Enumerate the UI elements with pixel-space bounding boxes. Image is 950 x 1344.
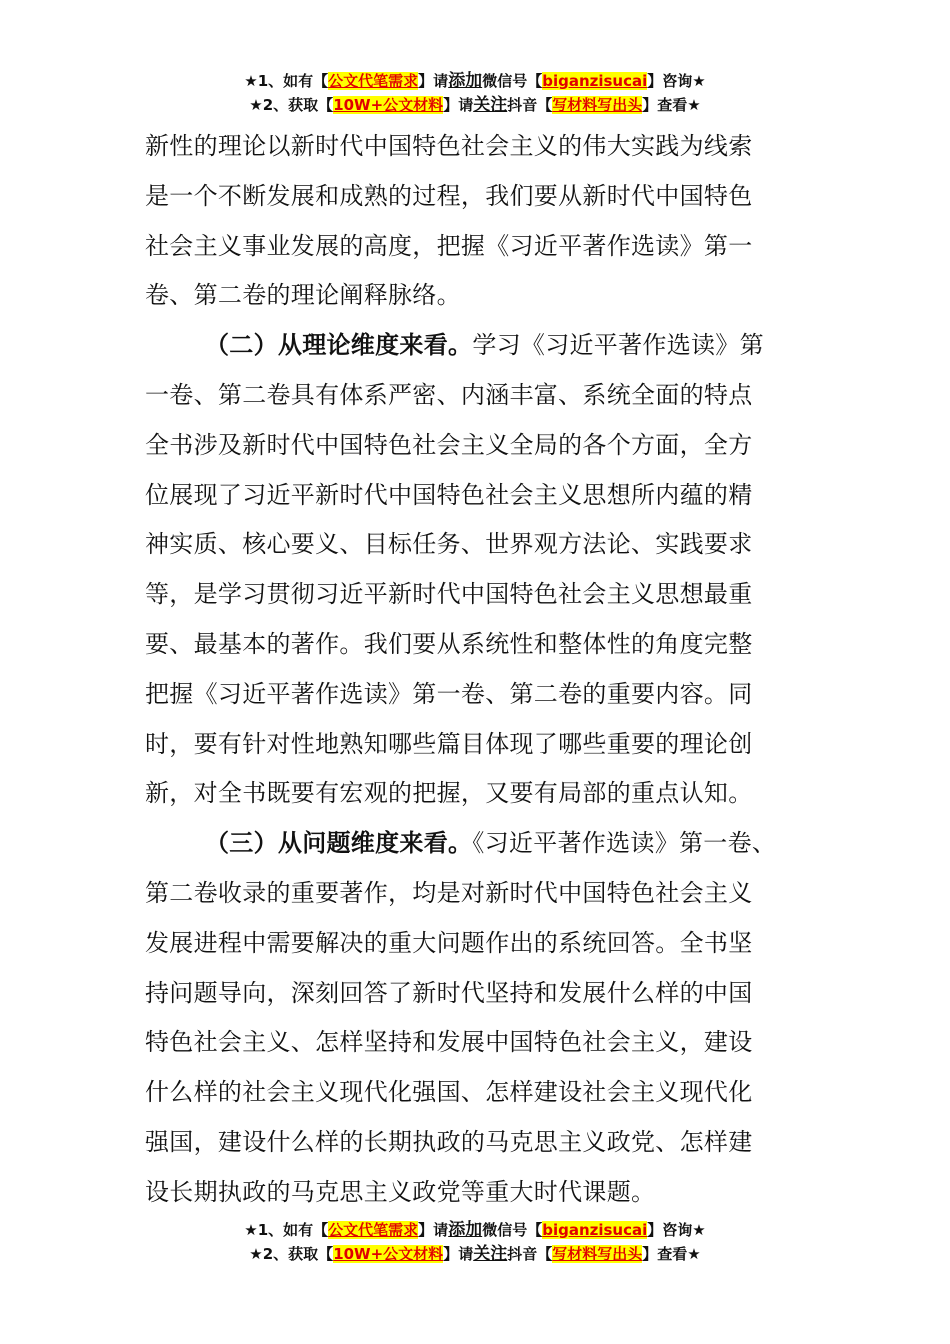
- banner-text: 】请: [418, 72, 449, 90]
- banner-line-2: [0, 93, 950, 117]
- highlight-text: 写材料写出头: [552, 1245, 643, 1263]
- line-text: 新，对全书既要有宏观的把握，又要有局部的重点认知。: [145, 779, 753, 808]
- footer-banner: [0, 1218, 950, 1266]
- line-text: 全书涉及新时代中国特色社会主义全局的各个方面，全方: [145, 430, 753, 459]
- line-text: 卷、第二卷的理论阐释脉络。: [145, 281, 461, 310]
- underlined-text: 添加: [448, 1220, 483, 1240]
- text-line: [145, 570, 825, 620]
- highlight-text: biganzisucai: [542, 72, 648, 90]
- banner-text: ★1、如有【: [244, 72, 329, 90]
- banner-text: 抖音【: [507, 96, 553, 114]
- banner-text: 】请: [443, 96, 474, 114]
- line-text: 特色社会主义、怎样坚持和发展中国特色社会主义，建设: [145, 1028, 753, 1057]
- line-text: 要、最基本的著作。我们要从系统性和整体性的角度完整: [145, 629, 753, 658]
- underlined-text: 添加: [448, 71, 483, 91]
- line-text: 新性的理论以新时代中国特色社会主义的伟大实践为线索: [145, 132, 753, 160]
- banner-text: ★2、获取【: [249, 1245, 334, 1263]
- text-line: [145, 919, 825, 969]
- line-text: 发展进程中需要解决的重大问题作出的系统回答。全书坚: [145, 928, 753, 957]
- banner-line-2: [0, 1242, 950, 1266]
- text-line: [145, 670, 825, 720]
- text-line: [145, 122, 825, 172]
- highlight-text: 公文代笔需求: [328, 1221, 419, 1239]
- line-text: 学习《习近平著作选读》第: [472, 331, 764, 360]
- banner-text: ★2、获取【: [249, 96, 334, 114]
- banner-line-1: [0, 69, 950, 93]
- banner-text: 抖音【: [507, 1245, 553, 1263]
- text-line: [145, 421, 825, 471]
- text-line: [145, 321, 825, 371]
- highlight-text: 写材料写出头: [552, 96, 643, 114]
- highlight-text: 10W+公文材料: [333, 96, 444, 114]
- text-line: [145, 471, 825, 521]
- banner-line-1: [0, 1218, 950, 1242]
- highlight-text: 公文代笔需求: [328, 72, 419, 90]
- line-text: 位展现了习近平新时代中国特色社会主义思想所内蕴的精: [145, 480, 753, 509]
- banner-text: 微信号【: [482, 72, 543, 90]
- text-line: [145, 869, 825, 919]
- text-line: [145, 1018, 825, 1068]
- banner-text: 】查看★: [642, 96, 701, 114]
- line-text: 是一个不断发展和成熟的过程，我们要从新时代中国特色: [145, 181, 753, 210]
- underlined-text: 关注: [473, 95, 508, 115]
- text-line: [145, 1168, 825, 1218]
- text-line: [145, 769, 825, 819]
- document-body: [145, 122, 825, 1218]
- underlined-text: 关注: [473, 1244, 508, 1264]
- banner-text: 微信号【: [482, 1221, 543, 1239]
- highlight-text: biganzisucai: [542, 1221, 648, 1239]
- banner-text: 】查看★: [642, 1245, 701, 1263]
- line-text: 时，要有针对性地熟知哪些篇目体现了哪些重要的理论创: [145, 729, 753, 758]
- line-text: 把握《习近平著作选读》第一卷、第二卷的重要内容。同: [145, 679, 753, 708]
- text-line: [145, 371, 825, 421]
- section-heading: （二）从理论维度来看。: [205, 331, 473, 360]
- text-line: [145, 520, 825, 570]
- line-text: 神实质、核心要义、目标任务、世界观方法论、实践要求: [145, 530, 753, 559]
- highlight-text: 10W+公文材料: [333, 1245, 444, 1263]
- line-text: 强国，建设什么样的长期执政的马克思主义政党、怎样建: [145, 1127, 753, 1156]
- text-line: [145, 172, 825, 222]
- banner-text: 】咨询★: [647, 1221, 706, 1239]
- line-text: 社会主义事业发展的高度，把握《习近平著作选读》第一: [145, 231, 753, 260]
- banner-text: 】请: [418, 1221, 449, 1239]
- text-line: [145, 620, 825, 670]
- text-line: [145, 969, 825, 1019]
- banner-text: 】咨询★: [647, 72, 706, 90]
- banner-text: 】请: [443, 1245, 474, 1263]
- text-line: [145, 819, 825, 869]
- line-text: 什么样的社会主义现代化强国、怎样建设社会主义现代化: [145, 1078, 753, 1107]
- line-text: 等，是学习贯彻习近平新时代中国特色社会主义思想最重: [145, 580, 753, 609]
- section-heading: （三）从问题维度来看。: [205, 829, 473, 858]
- line-text: 第二卷收录的重要著作，均是对新时代中国特色社会主义: [145, 878, 753, 907]
- text-line: [145, 271, 825, 321]
- line-text: 设长期执政的马克思主义政党等重大时代课题。: [145, 1177, 656, 1206]
- text-line: [145, 1118, 825, 1168]
- line-text: 《习近平著作选读》第一卷、: [472, 829, 777, 858]
- text-line: [145, 1068, 825, 1118]
- text-line: [145, 222, 825, 272]
- line-text: 持问题导向，深刻回答了新时代坚持和发展什么样的中国: [145, 978, 753, 1007]
- header-banner: [0, 69, 950, 117]
- banner-text: ★1、如有【: [244, 1221, 329, 1239]
- text-line: [145, 720, 825, 770]
- line-text: 一卷、第二卷具有体系严密、内涵丰富、系统全面的特点: [145, 380, 753, 409]
